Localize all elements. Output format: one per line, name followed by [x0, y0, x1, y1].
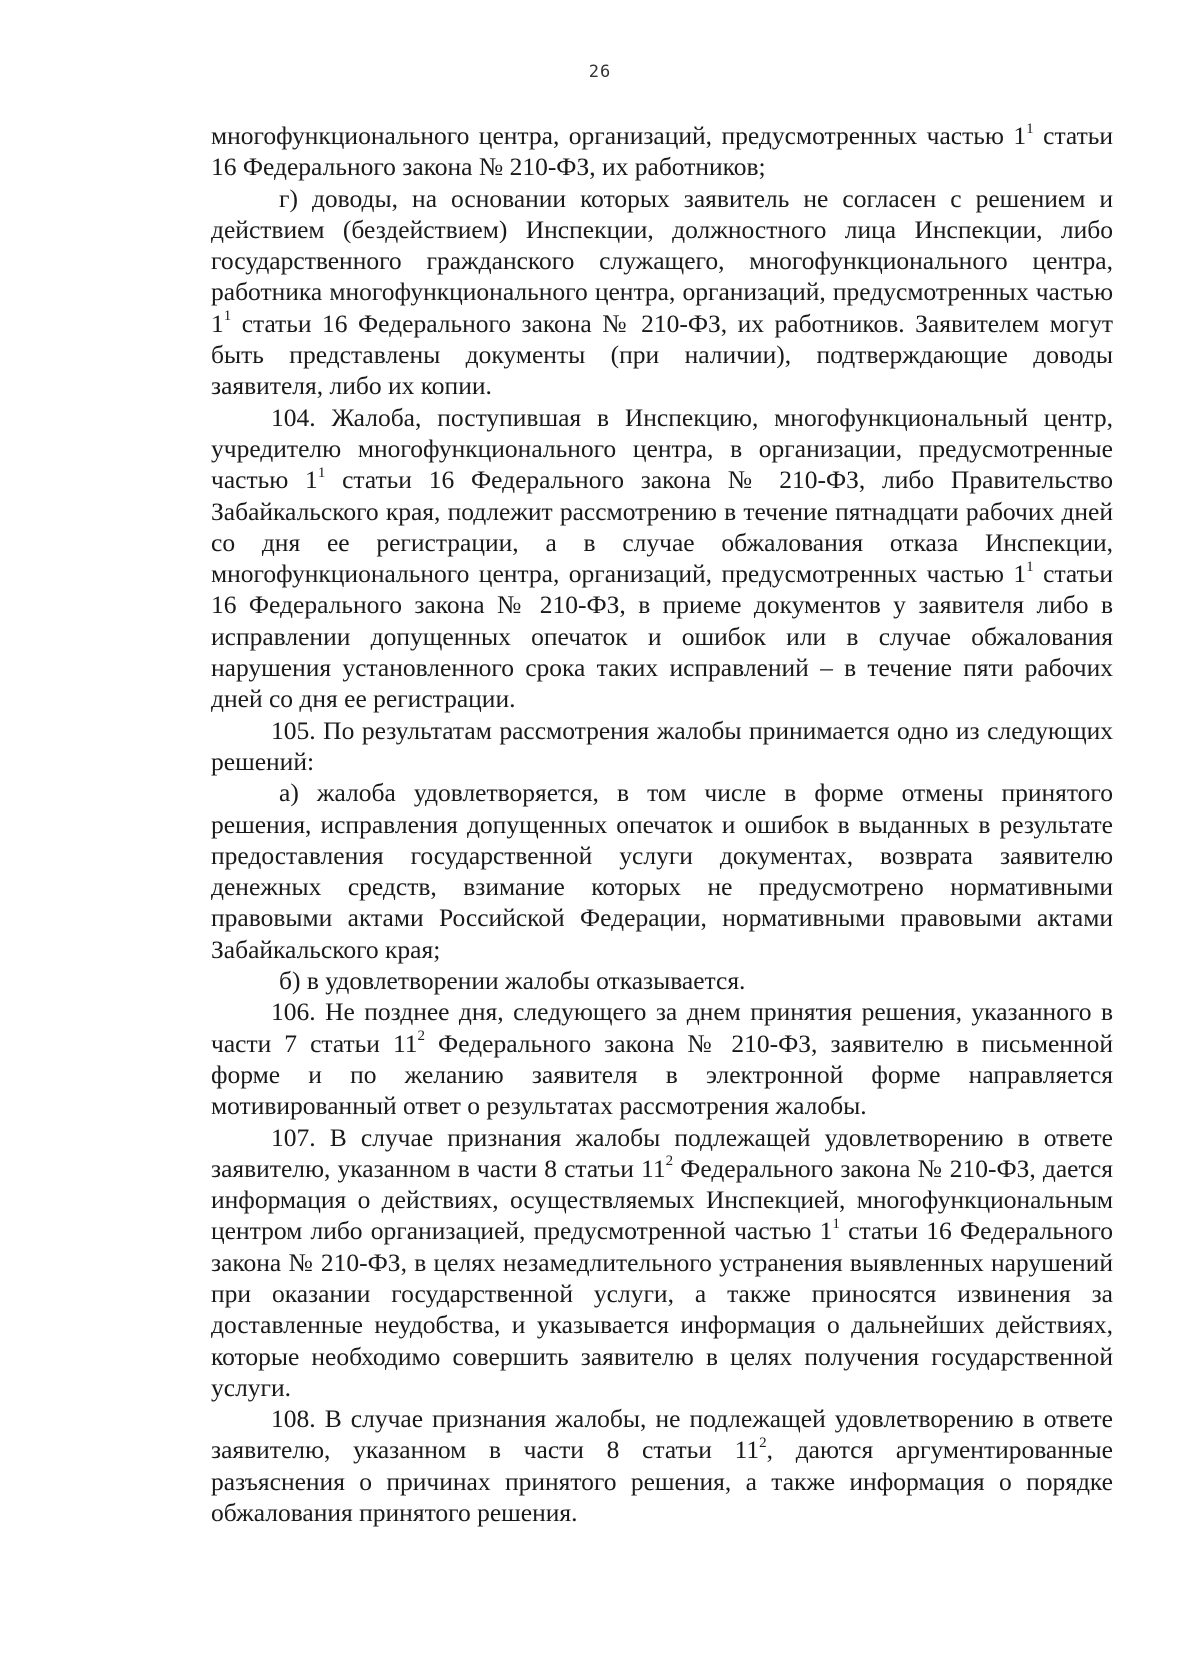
paragraph-108 — [211, 1403, 1113, 1528]
paragraph-text: Федерального закона № 210-ФЗ, дается информация о действиях, осуществляемых Инспекцией, многофункциональным центром либо организацией, предусмотренной частью 1 — [211, 1153, 1113, 1246]
paragraph-text: статьи 16 Федерального закона № 210-ФЗ, их работников; — [211, 121, 1113, 182]
paragraph-continuation — [211, 120, 1113, 183]
paragraph-text: статьи 16 Федерального закона № 210-ФЗ, в приеме документов у заявителя либо в исправлении допущенных опечаток и ошибок или в случае обжалования нарушения установленного срока таких исправлений – в течение пяти рабочих дней со дня ее регистрации. — [211, 559, 1113, 714]
paragraph-text: , даются аргументированные разъяснения о причинах принятого решения, а также информация о порядке обжалования принятого решения. — [211, 1435, 1113, 1528]
paragraph-104 — [211, 402, 1113, 715]
paragraph-106 — [211, 996, 1113, 1121]
superscript: 1 — [1026, 120, 1034, 137]
paragraph-text: 108. В случае признания жалобы, не подлежащей удовлетворению в ответе заявителю, указанном в части 8 статьи 11 — [211, 1404, 1113, 1465]
paragraph-item-b: б) в удовлетворении жалобы отказывается. — [279, 966, 746, 996]
paragraph-text: статьи 16 Федерального закона № 210-ФЗ, либо Правительство Забайкальского края, подлежит рассмотрению в течение пятнадцати рабочих дней со дня ее регистрации, а в случае обжалования отказа Инспекции, многофункционального центра, организаций, предусмотренных частью 1 — [211, 465, 1113, 589]
superscript: 2 — [665, 1153, 674, 1170]
superscript: 2 — [759, 1434, 767, 1451]
superscript: 2 — [417, 1028, 426, 1045]
paragraph-text: многофункционального центра, организаций, предусмотренных частью 1 — [211, 121, 1027, 150]
paragraph-105: 105. По результатам рассмотрения жалобы принимается одно из следующих решений: — [211, 715, 1113, 776]
page-number: 26 — [588, 62, 612, 82]
superscript: 1 — [223, 308, 232, 325]
paragraph-text: статьи 16 Федерального закона № 210-ФЗ, их работников. Заявителем могут быть представлены документы (при наличии), подтверждающие доводы заявителя, либо их копии. — [211, 308, 1113, 401]
paragraph-text: 107. В случае признания жалобы подлежащей удовлетворению в ответе заявителю, указанном в части 8 статьи 11 — [211, 1122, 1113, 1183]
paragraph-text: статьи 16 Федерального закона № 210-ФЗ, в целях незамедлительного устранения выявленных нарушений при оказании государственной услуги, а также приносятся извинения за доставленные неудобства, и указывается информация о дальнейших действиях, которые необходимо совершить заявителю в целях получения государственной услуги. — [211, 1216, 1114, 1402]
paragraph-item-g — [211, 183, 1113, 402]
paragraph-text: Федерального закона № 210-ФЗ, заявителю в письменной форме и по желанию заявителя в электронной форме направляется мотивированный ответ о результатах рассмотрения жалобы. — [211, 1028, 1113, 1121]
superscript: 1 — [1026, 558, 1034, 575]
paragraph-item-a: а) жалоба удовлетворяется, в том числе в форме отмены принятого решения, исправления допущенных опечаток и ошибок в выданных в результате предоставления государственной услуги документах, возврата заявителю денежных средств, взимание которых не предусмотрено нормативными правовыми актами Российской Федерации, нормативными правовыми актами Забайкальского края; — [211, 778, 1113, 964]
superscript: 1 — [317, 464, 326, 481]
paragraph-text: г) доводы, на основании которых заявитель не согласен с решением и действием (бездействием) Инспекции, должностного лица Инспекции, либо государственного гражданского служащего, многофункционального центра, работника многофункционального центра, организаций, предусмотренных частью 1 — [211, 183, 1113, 338]
superscript: 1 — [832, 1215, 840, 1232]
paragraph-text: 104. Жалоба, поступившая в Инспекцию, многофункциональный центр, учредителю многофункционального центра, в организации, предусмотренные частью 1 — [211, 402, 1113, 495]
document-body — [211, 120, 1113, 1528]
paragraph-text: 106. Не позднее дня, следующего за днем принятия решения, указанного в части 7 статьи 11 — [211, 997, 1113, 1058]
paragraph-107 — [211, 1122, 1113, 1404]
